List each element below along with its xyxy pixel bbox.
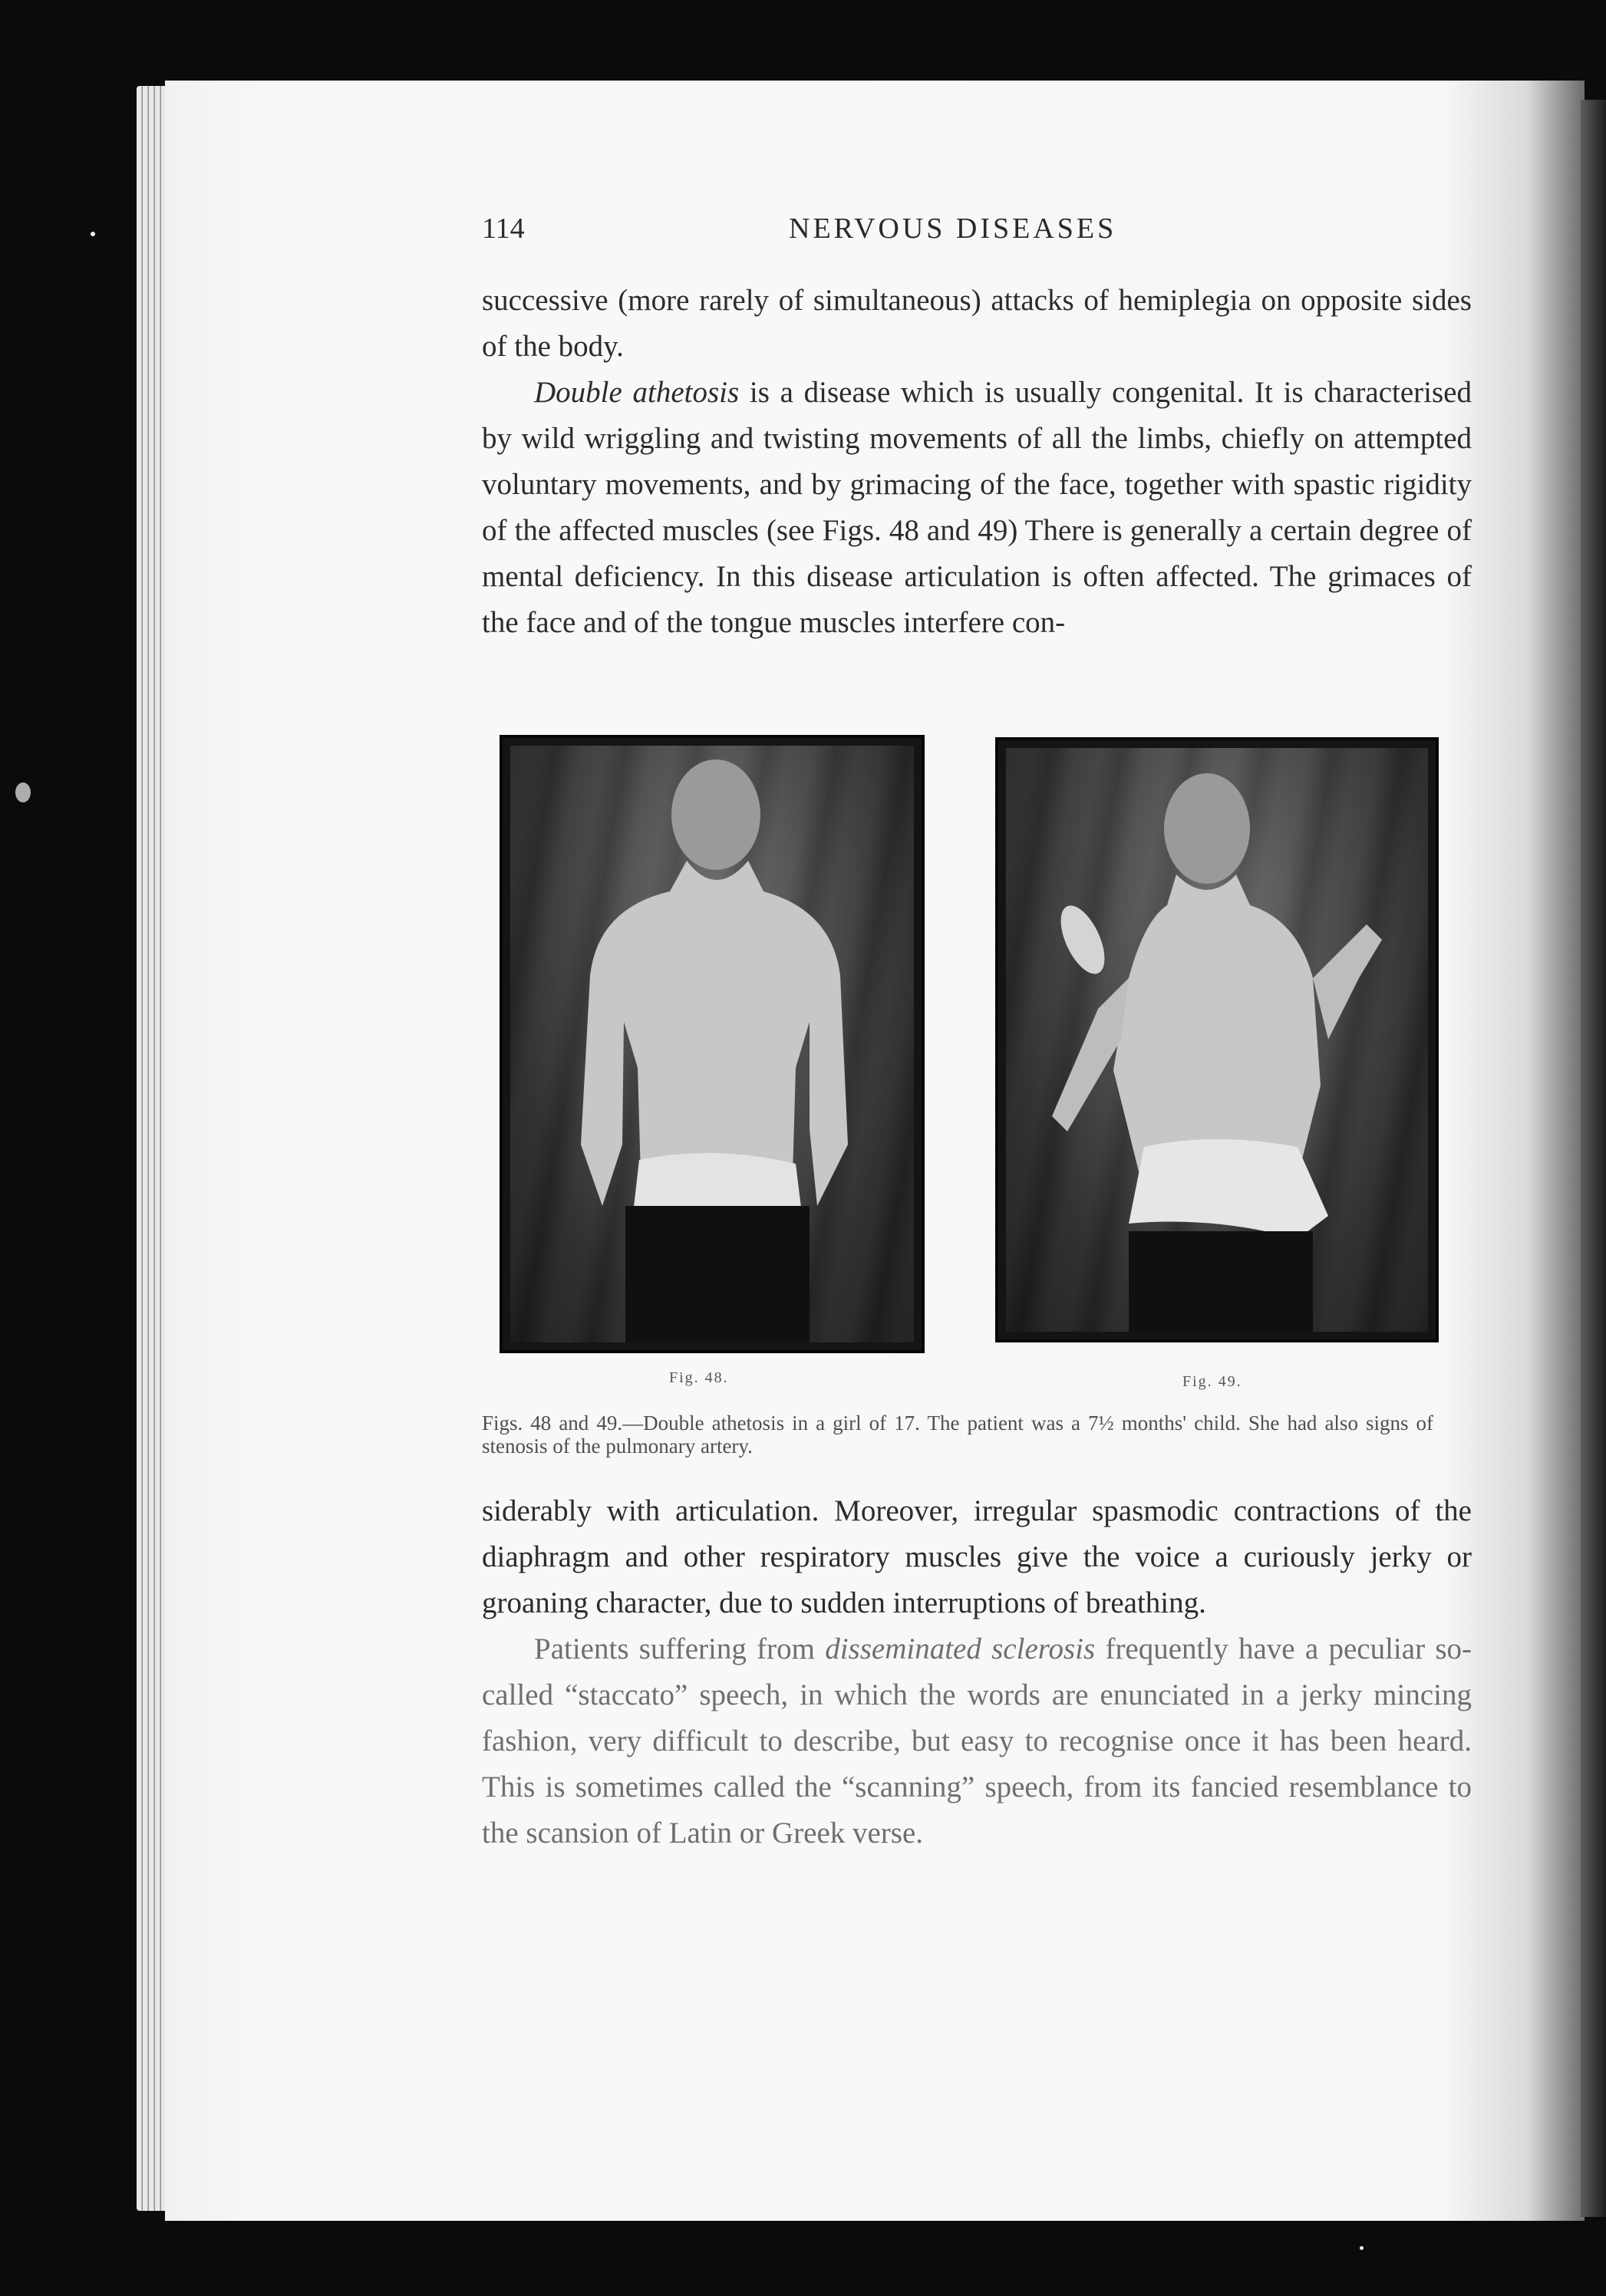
paragraph-text: frequently have a peculiar so-called “staccato” speech, in which the words are enunciated in a jerky mincing fashion, very difficult to describe, but easy to recognise once it has been heard. This is sometimes called the “scanning” speech, from its fancied resemblance to the scansion of Latin or Greek verse. xyxy=(482,1632,1472,1850)
page-shadow xyxy=(1581,100,1606,2217)
paragraph: successive (more rarely of simultaneous) attacks of hemiplegia on opposite sides of the body. xyxy=(482,284,1472,363)
figure-49-label: Fig. 49. xyxy=(1182,1373,1242,1390)
figure-48-label: Fig. 48. xyxy=(669,1369,729,1386)
dust-speck xyxy=(15,782,31,802)
page-header xyxy=(482,212,1472,250)
paragraph xyxy=(482,370,1472,646)
running-title: NERVOUS DISEASES xyxy=(789,212,1117,245)
photo-image xyxy=(1006,748,1428,1332)
paragraph-text: is a disease which is usually congenital. It is characterised by wild wriggling and twisting movements of all the limbs, chiefly on attempted voluntary movements, and by grimacing of the face, together with spastic rigidity of the affected muscles (see Figs. 48 and 49) There is generally a certain degree of mental deficiency. In this disease articulation is often affected. The grimaces of the face and of the tongue muscles interfere con- xyxy=(482,376,1472,639)
paragraph xyxy=(482,1626,1472,1856)
body-text-bottom xyxy=(482,1488,1472,1856)
figure-49-photo xyxy=(995,737,1439,1342)
dust-speck xyxy=(1360,2246,1364,2250)
body-text-top xyxy=(482,278,1472,646)
figure-48-photo xyxy=(500,735,925,1353)
dust-speck xyxy=(91,232,95,236)
figure-silhouette xyxy=(1006,748,1428,1332)
figure-silhouette xyxy=(510,746,914,1342)
photo-image xyxy=(510,746,914,1342)
term-disseminated-sclerosis: disseminated sclerosis xyxy=(825,1632,1096,1665)
term-double-athetosis: Double athetosis xyxy=(534,376,740,409)
figure-caption: Figs. 48 and 49.—Double athetosis in a girl of 17. The patient was a 7½ months' child. She had also signs of stenosis of the pulmonary artery. xyxy=(482,1412,1433,1458)
page-number: 114 xyxy=(482,212,525,245)
paragraph-text: Patients suffering from xyxy=(534,1632,826,1665)
paragraph: siderably with articulation. Moreover, irregular spasmodic contractions of the diaphragm and other respiratory muscles give the voice a curiously jerky or groaning character, due to sudden interruptions of breathing. xyxy=(482,1494,1472,1619)
